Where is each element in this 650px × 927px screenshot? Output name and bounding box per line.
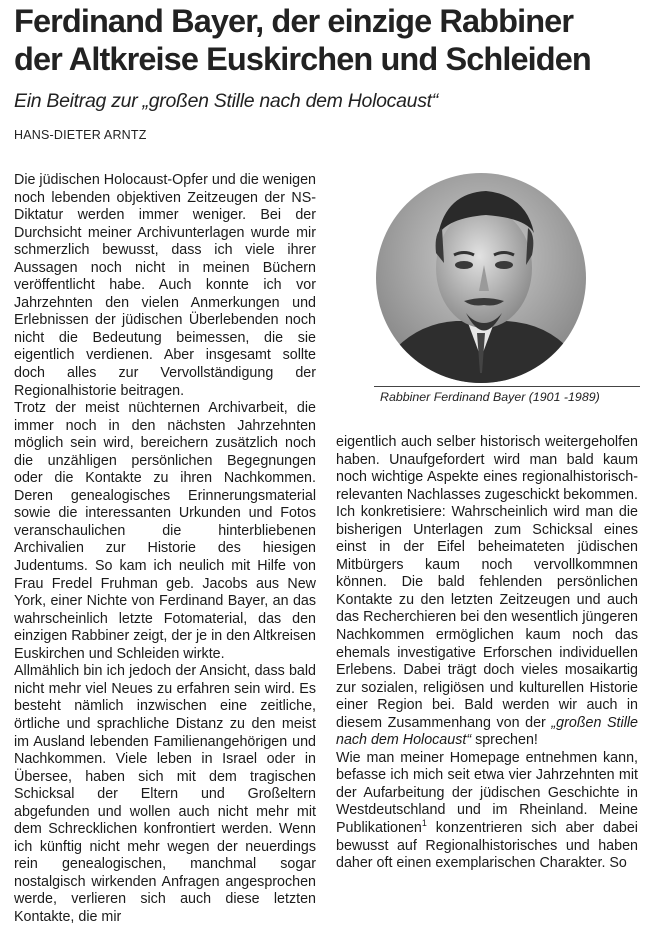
paragraph-3: Allmählich bin ich jedoch der Ansicht, dass bald nicht mehr viel Neues zu erfahren sein wird. Es besteht nämlich inzwischen eine zeitliche, örtliche und sprachliche Distanz zu den meist im Ausland lebenden Familienangehörigen und Nachkommen. Viele leben in Israel oder in Übersee, haben sich mit dem tragischen Schicksal der Eltern und Großeltern abgefunden und wollen auch nicht mehr mit dem Schrecklichen konfrontiert werden. Wenn ich künftig nicht mehr wegen der neuerdings rein genealogischen, manchmal sogar nostalgisch wirkenden Anfragen angesprochen werde, verlieren sich auch diese letzten Kontakte, die mir xyxy=(14,663,316,925)
text-column-left xyxy=(14,172,316,927)
footnote-marker: 1 xyxy=(421,818,427,829)
paragraph-5-text-a: Wie man meiner Homepage entnehmen kann, befasse ich mich seit etwa vier Jahrzehnten mit der Aufarbeitung der jüdischen Geschichte in Westdeutschland und im Rheinland. Meine Publikationen xyxy=(336,749,638,837)
paragraph-5 xyxy=(336,750,638,873)
paragraph-4-text: Ich konkretisiere: Wahrscheinlich wird man die bisherigen Unterlagen zum Schicksal eines einst in der Eifel beheimateten jüdischen Mitbürgers kaum noch vervollkommnen können. Die bald fehlenden persönlichen Kontakte zu den letzten Zeitzeugen und auch das Recherchieren bei den wesentlich jüngeren Nachkommen ermöglichen kaum noch das ehemals investigative Erforschen individuellen Erlebens. Dabei trägt doch vieles mosaikartig zur sozialen, religiösen und kulturellen Historie einer Region bei. Bald werden wir auch in diesem Zusammenhang von der xyxy=(336,504,638,731)
quote-grosse-stille: „großen Stille nach dem Holocaust“ xyxy=(336,714,639,749)
paragraph-4 xyxy=(336,504,638,750)
caption-divider xyxy=(374,386,640,387)
photo-caption: Rabbiner Ferdinand Bayer (1901 -1989) xyxy=(380,390,600,404)
author-byline: HANS-DIETER ARNTZ xyxy=(14,128,147,142)
paragraph-2: Trotz der meist nüchternen Archivarbeit, die immer noch in den nächsten Jahrzehnten möglich sein wird, bereichern zusätzlich noch die unzähligen persönlichen Begegnungen oder die Kontakte zu ihren Nachkommen. Deren genealogisches Erinnerungsmaterial sowie die interessanten Urkunden und Fotos veranschaulichen die hinterbliebenen Archivalien zur Historie des hiesigen Judentums. So kam ich neulich mit Hilfe von Frau Fredel Fruhman geb. Jacobs aus New York, einer Nichte von Ferdinand Bayer, an das wahrscheinlich letzte Fotomaterial, das den einzigen Rabbiner zeigt, der je in den Altkreisen Euskirchen und Schleiden wirkte. xyxy=(14,400,317,662)
text-column-right xyxy=(336,434,638,873)
paragraph-4-end: sprechen! xyxy=(471,732,538,749)
paragraph-3-continued: eigentlich auch selber historisch weitergeholfen haben. Unaufgefordert wird man bald kaum noch wichtige Aspekte eines regionalhistorisch-relevanten Nachlasses zugeschickt bekommen. xyxy=(336,434,638,503)
title-line-2: der Altkreise Euskirchen und Schleiden xyxy=(14,41,591,77)
title-line-1: Ferdinand Bayer, der einzige Rabbiner xyxy=(14,3,574,39)
article-title xyxy=(14,2,639,78)
article-subtitle: Ein Beitrag zur „großen Stille nach dem Holocaust“ xyxy=(14,90,438,112)
paragraph-1: Die jüdischen Holocaust-Opfer und die wenigen noch lebenden objektiven Zeitzeugen der NS-Diktatur werden immer weniger. Bei der Durchsicht meiner Archivunterlagen wurde mir schmerzlich bewusst, dass ich viele ihrer Aussagen noch nicht in meinen Büchern veröffentlicht habe. Auch konnte ich vor Jahrzehnten den vielen Anmerkungen und Erlebnissen der jüdischen Überlebenden noch nicht die Bedeutung beimessen, die sie eigentlich verdienen. Aber insgesamt sollte doch alles zur Vervollständigung der Regionalhistorie beitragen. xyxy=(14,172,317,399)
paragraph-5-text-b: konzentrieren sich aber dabei bewusst auf Regionalhistorisches und haben daher oft einen exemplarischen Charakter. So xyxy=(336,820,638,872)
rabbi-portrait-photo xyxy=(376,173,586,383)
